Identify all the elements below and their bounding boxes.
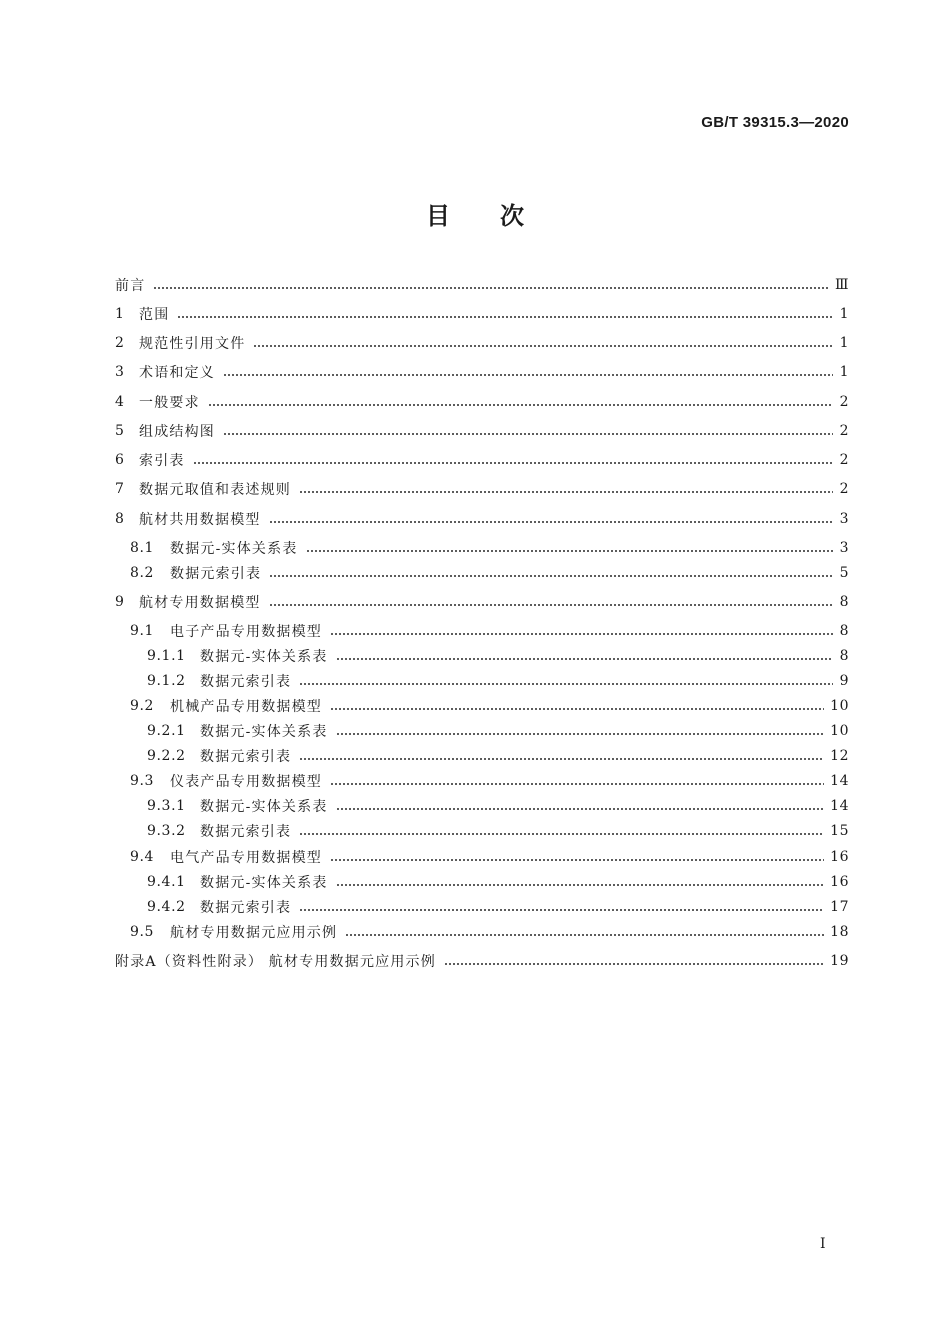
toc-entry-number: 7	[115, 481, 125, 497]
dot-leader	[299, 478, 833, 500]
toc-entry-title: 航材专用数据元应用示例	[170, 925, 338, 941]
toc-entry-title: 机械产品专用数据模型	[170, 699, 322, 715]
toc-entry-page: 16	[830, 849, 849, 865]
toc-entry-number: 9.3	[130, 773, 155, 789]
toc-entry-page: 8	[839, 623, 849, 639]
toc-entry-8-1[interactable]	[115, 537, 849, 559]
dot-leader	[330, 846, 824, 868]
dot-leader	[299, 670, 833, 692]
toc-entry-1[interactable]	[115, 303, 849, 325]
toc-entry-number: 9.2.2	[147, 748, 186, 764]
toc-entry-number: 1	[115, 306, 125, 322]
toc-entry-title: 电气产品专用数据模型	[170, 850, 322, 866]
toc-entry-foreword[interactable]	[115, 274, 849, 296]
toc-entry-9-4-2[interactable]	[115, 896, 849, 918]
toc-entry-title: 数据元-实体关系表	[200, 799, 328, 815]
toc-entry-title: 附录A（资料性附录） 航材专用数据元应用示例	[115, 954, 436, 970]
toc-entry-number: 9.4.1	[147, 874, 186, 890]
toc-entry-title: 仪表产品专用数据模型	[170, 774, 322, 790]
toc-entry-page: 8	[839, 648, 849, 664]
dot-leader	[336, 795, 825, 817]
dot-leader	[330, 770, 824, 792]
toc-entry-annex-a[interactable]	[115, 950, 849, 972]
toc-entry-page: 12	[830, 748, 849, 764]
dot-leader	[299, 745, 824, 767]
toc-entry-page: 3	[839, 540, 849, 556]
dot-leader	[336, 720, 825, 742]
toc-entry-title: 数据元-实体关系表	[200, 649, 328, 665]
toc-entry-title: 数据元索引表	[200, 674, 292, 690]
toc-entry-number: 9	[115, 594, 125, 610]
toc-entry-number: 8	[115, 511, 125, 527]
toc-entry-number: 9.2	[130, 698, 155, 714]
dot-leader	[269, 508, 833, 530]
toc-entry-title: 数据元-实体关系表	[170, 541, 298, 557]
toc-entry-9-4[interactable]	[115, 846, 849, 868]
toc-entry-page: 5	[839, 565, 849, 581]
dot-leader	[345, 921, 824, 943]
toc-entry-page: 17	[830, 899, 849, 915]
toc-entry-page: 15	[830, 823, 849, 839]
toc-entry-4[interactable]	[115, 391, 849, 413]
toc-entry-page: 16	[830, 874, 849, 890]
toc-entry-number: 3	[115, 364, 125, 380]
toc-entry-title: 电子产品专用数据模型	[170, 624, 322, 640]
dot-leader	[208, 391, 833, 413]
toc-entry-9-3-2[interactable]	[115, 820, 849, 842]
toc-entry-number: 9.1.1	[147, 648, 186, 664]
toc-entry-title: 数据元取值和表述规则	[139, 482, 291, 498]
toc-entry-title: 航材共用数据模型	[139, 512, 261, 528]
page-number: Ⅰ	[820, 1236, 826, 1252]
toc-entry-number: 8.2	[130, 565, 155, 581]
dot-leader	[177, 303, 833, 325]
toc-entry-page: 14	[830, 773, 849, 789]
dot-leader	[336, 871, 825, 893]
toc-entry-page: 9	[839, 673, 849, 689]
toc-entry-title: 索引表	[139, 453, 185, 469]
dot-leader	[299, 820, 824, 842]
dot-leader	[193, 449, 833, 471]
toc-entry-title: 范围	[139, 307, 170, 323]
toc-entry-title: 组成结构图	[139, 424, 215, 440]
toc-entry-title: 规范性引用文件	[139, 336, 246, 352]
toc-entry-8-2[interactable]	[115, 562, 849, 584]
toc-entry-number: 9.2.1	[147, 723, 186, 739]
toc-entry-page: 1	[839, 306, 849, 322]
toc-entry-9-1-2[interactable]	[115, 670, 849, 692]
toc-entry-2[interactable]	[115, 332, 849, 354]
toc-entry-number: 5	[115, 423, 125, 439]
toc-entry-number: 9.4	[130, 849, 155, 865]
toc-entry-6[interactable]	[115, 449, 849, 471]
toc-entry-number: 6	[115, 452, 125, 468]
toc-entry-8[interactable]	[115, 508, 849, 530]
toc-entry-number: 2	[115, 335, 125, 351]
toc-entry-page: 10	[830, 698, 849, 714]
toc-entry-9-4-1[interactable]	[115, 871, 849, 893]
dot-leader	[269, 562, 833, 584]
toc-entry-9-1[interactable]	[115, 620, 849, 642]
standard-number: GB/T 39315.3—2020	[701, 114, 849, 131]
dot-leader	[153, 274, 829, 296]
toc-entry-9-3-1[interactable]	[115, 795, 849, 817]
toc-entry-title: 一般要求	[139, 395, 200, 411]
toc-entry-9-1-1[interactable]	[115, 645, 849, 667]
toc-entry-title: 术语和定义	[139, 365, 215, 381]
toc-entry-9-2-2[interactable]	[115, 745, 849, 767]
toc-entry-title: 航材专用数据模型	[139, 595, 261, 611]
toc-entry-page: 18	[830, 924, 849, 940]
toc-entry-number: 8.1	[130, 540, 155, 556]
toc-entry-number: 9.3.2	[147, 823, 186, 839]
toc-entry-page: 2	[839, 394, 849, 410]
toc-entry-7[interactable]	[115, 478, 849, 500]
toc-entry-page: 1	[839, 364, 849, 380]
toc-entry-number: 9.4.2	[147, 899, 186, 915]
toc-entry-9-3[interactable]	[115, 770, 849, 792]
toc-entry-page: 2	[839, 423, 849, 439]
toc-entry-page: 8	[839, 594, 849, 610]
toc-entry-9-2-1[interactable]	[115, 720, 849, 742]
toc-entry-number: 9.1.2	[147, 673, 186, 689]
toc-entry-title: 数据元索引表	[200, 824, 292, 840]
toc-entry-title: 前言	[115, 278, 146, 294]
toc-entry-page: 1	[839, 335, 849, 351]
toc-entry-page: 19	[830, 953, 849, 969]
toc-entry-page: 2	[839, 481, 849, 497]
dot-leader	[444, 950, 824, 972]
toc-entry-title: 数据元索引表	[200, 749, 292, 765]
toc-entry-title: 数据元-实体关系表	[200, 724, 328, 740]
dot-leader	[223, 361, 833, 383]
toc-entry-number: 9.5	[130, 924, 155, 940]
toc-entry-page: Ⅲ	[834, 277, 849, 293]
toc-entry-9[interactable]	[115, 591, 849, 613]
toc-entry-title: 数据元索引表	[200, 900, 292, 916]
dot-leader	[306, 537, 833, 559]
toc-entry-number: 4	[115, 394, 125, 410]
toc-entry-page: 14	[830, 798, 849, 814]
toc-entry-page: 3	[839, 511, 849, 527]
page-title: 目次	[426, 202, 574, 230]
toc-entry-9-5[interactable]	[115, 921, 849, 943]
dot-leader	[330, 620, 833, 642]
toc-entry-9-2[interactable]	[115, 695, 849, 717]
dot-leader	[253, 332, 833, 354]
dot-leader	[223, 420, 833, 442]
toc-entry-number: 9.1	[130, 623, 155, 639]
toc-entry-5[interactable]	[115, 420, 849, 442]
toc-entry-number: 9.3.1	[147, 798, 186, 814]
toc-entry-page: 2	[839, 452, 849, 468]
toc-entry-title: 数据元-实体关系表	[200, 875, 328, 891]
dot-leader	[336, 645, 833, 667]
toc-entry-3[interactable]	[115, 361, 849, 383]
dot-leader	[330, 695, 824, 717]
toc-entry-title: 数据元索引表	[170, 566, 262, 582]
dot-leader	[299, 896, 824, 918]
toc-entry-page: 10	[830, 723, 849, 739]
dot-leader	[269, 591, 833, 613]
